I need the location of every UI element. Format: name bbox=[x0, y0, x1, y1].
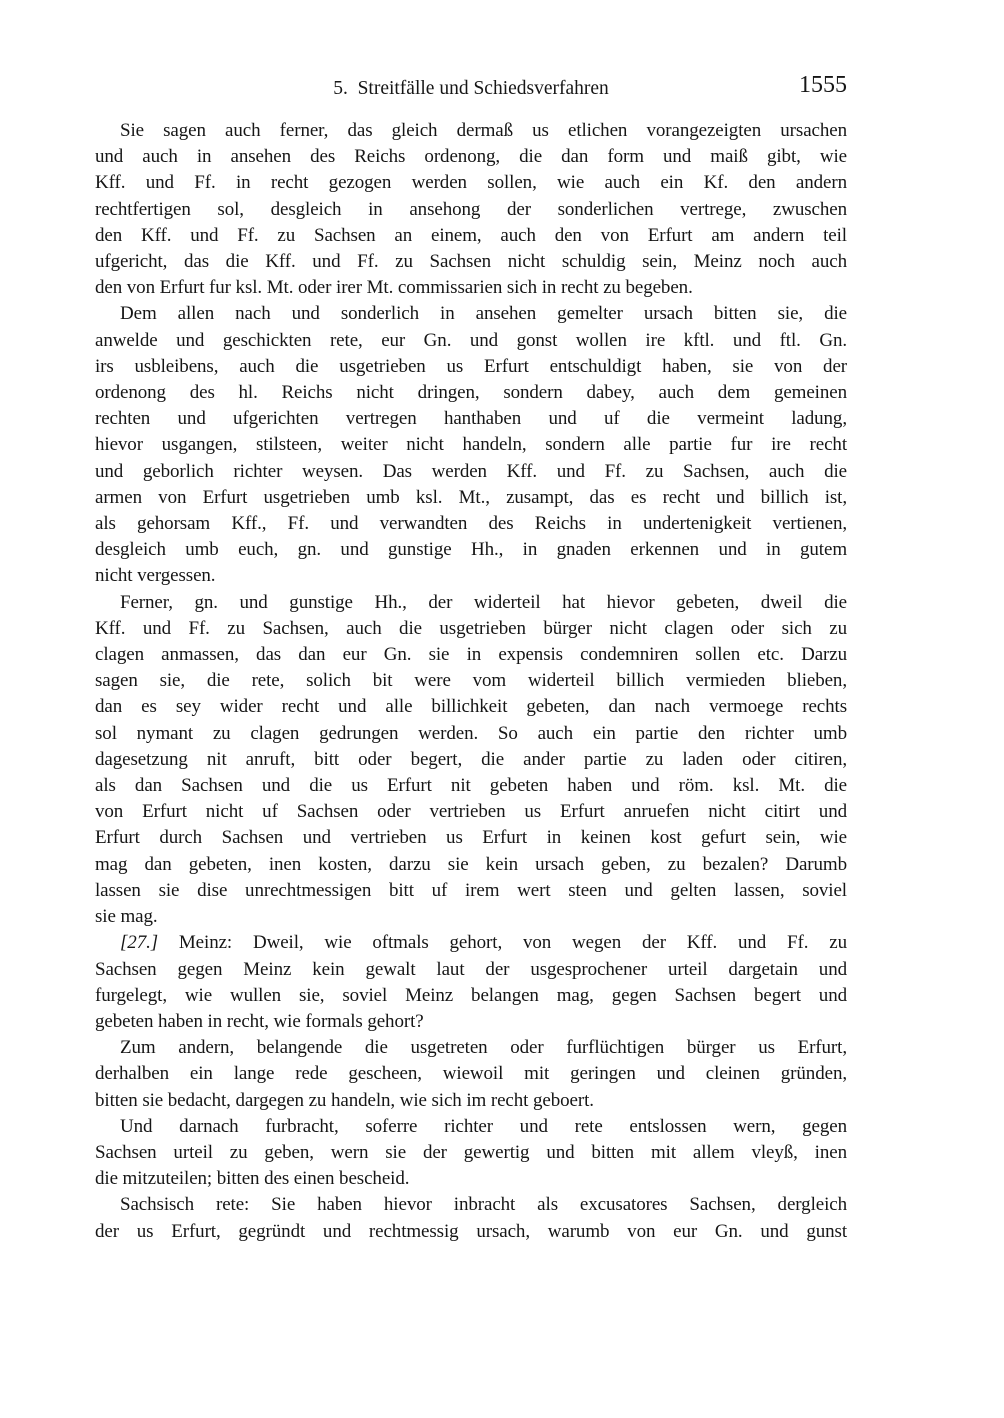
text-line: clagen anmassen, das dan eur Gn. sie in expensis condemniren sollen etc. Darzu bbox=[95, 644, 847, 666]
text-line: Kff. und Ff. in recht gezogen werden sollen, wie auch ein Kf. den andern bbox=[95, 172, 847, 194]
text-line: Sachsisch rete: Sie haben hievor inbracht als excusatores Sachsen, dergleich bbox=[120, 1194, 847, 1216]
text-line: mag dan gebeten, inen kosten, darzu sie kein ursach geben, zu bezalen? Darumb bbox=[95, 853, 847, 875]
text-line: derhalben ein lange rede gescheen, wiewoil mit geringen und cleinen gründen, bbox=[95, 1063, 847, 1085]
text-line: gebeten haben in recht, wie formals gehort? bbox=[95, 1010, 424, 1032]
paragraph bbox=[95, 930, 847, 1035]
text-line: ordenong des hl. Reichs nicht dringen, sondern dabey, auch dem gemeinen bbox=[95, 382, 847, 404]
text-line: nicht vergessen. bbox=[95, 565, 216, 587]
text-block bbox=[95, 118, 847, 1245]
text-line: Ferner, gn. und gunstige Hh., der widerteil hat hievor gebeten, dweil die bbox=[120, 591, 847, 613]
text-line: den von Erfurt fur ksl. Mt. oder irer Mt. commissarien sich in recht zu begeben. bbox=[95, 277, 693, 299]
text-line: armen von Erfurt usgetrieben umb ksl. Mt., zusampt, das es recht und billich ist, bbox=[95, 486, 847, 508]
section-title: 5. Streitfälle und Schiedsverfahren bbox=[333, 78, 609, 99]
paragraph bbox=[95, 1192, 847, 1244]
text-line: Dem allen nach und sonderlich in ansehen gemelter ursach bitten sie, die bbox=[120, 303, 847, 325]
text-line: desgleich umb euch, gn. und gunstige Hh., in gnaden erkennen und in gutem bbox=[95, 539, 847, 561]
text-line: sie mag. bbox=[95, 906, 158, 928]
text-line: und auch in ansehen des Reichs ordenong, die dan form und maiß gibt, wie bbox=[95, 146, 847, 168]
text-line: dagesetzung nit anruft, bitt oder begert, die ander partie zu laden oder citiren, bbox=[95, 748, 847, 770]
paragraph bbox=[95, 1114, 847, 1193]
text-line: bitten sie bedacht, dargegen zu handeln, wie sich im recht geboert. bbox=[95, 1089, 594, 1111]
text-line: als dan Sachsen und die us Erfurt nit gebeten haben und röm. ksl. Mt. die bbox=[95, 775, 847, 797]
text-line: den Kff. und Ff. zu Sachsen an einem, auch den von Erfurt am andern teil bbox=[95, 224, 847, 246]
text-line: von Erfurt nicht uf Sachsen oder vertrieben us Erfurt anruefen nicht citirt und bbox=[95, 801, 847, 823]
text-line: irs usbleibens, auch die usgetrieben us Erfurt entschuldigt haben, sie von der bbox=[95, 355, 847, 377]
paragraph bbox=[95, 590, 847, 931]
text-line: hievor usgangen, stilsteen, weiter nicht handeln, sondern alle partie fur ire recht bbox=[95, 434, 847, 456]
text-line: Kff. und Ff. zu Sachsen, auch die usgetrieben bürger nicht clagen oder sich zu bbox=[95, 617, 847, 639]
paragraph-marker: [27.] bbox=[120, 932, 179, 954]
text-line: der us Erfurt, gegründt und rechtmessig ursach, warumb von eur Gn. und gunst bbox=[95, 1220, 847, 1242]
paragraph bbox=[95, 1035, 847, 1114]
text-line: ufgericht, das die Kff. und Ff. zu Sachsen nicht schuldig sein, Meinz noch auch bbox=[95, 251, 847, 273]
text-line: dan es sey wider recht und alle billichkeit gebeten, dan nach vermoege rechts bbox=[95, 696, 847, 718]
page-number: 1555 bbox=[799, 72, 847, 98]
text-line: furgelegt, wie wullen sie, soviel Meinz belangen mag, gegen Sachsen begert und bbox=[95, 984, 847, 1006]
text-line: [27.] Meinz: Dweil, wie oftmals gehort, von wegen der Kff. und Ff. zu bbox=[120, 932, 847, 954]
text-line: und geborlich richter weysen. Das werden Kff. und Ff. zu Sachsen, auch die bbox=[95, 460, 847, 482]
text-line: Zum andern, belangende die usgetreten oder furflüchtigen bürger us Erfurt, bbox=[120, 1037, 847, 1059]
text-line: die mitzuteilen; bitten des einen bescheid. bbox=[95, 1168, 410, 1190]
text-line: Sachsen urteil zu geben, wern sie der gewertig und bitten mit allem vleyß, inen bbox=[95, 1141, 847, 1163]
text-line: sol nymant zu clagen gedrungen werden. So auch ein partie den richter umb bbox=[95, 722, 847, 744]
paragraph bbox=[95, 118, 847, 301]
text-line: rechtfertigen sol, desgleich in ansehong der sonderlichen vertrege, zwuschen bbox=[95, 198, 847, 220]
text-line: Und darnach furbracht, soferre richter und rete entslossen wern, gegen bbox=[120, 1115, 847, 1137]
text-line: als gehorsam Kff., Ff. und verwandten des Reichs in undertenigkeit vertienen, bbox=[95, 513, 847, 535]
text-line: Erfurt durch Sachsen und vertrieben us Erfurt in keinen kost gefurt sein, wie bbox=[95, 827, 847, 849]
paragraph bbox=[95, 301, 847, 589]
text-line: Sie sagen auch ferner, das gleich dermaß us etlichen vorangezeigten ursachen bbox=[120, 120, 847, 141]
text-line: lassen sie dise unrechtmessigen bitt uf irem wert steen und gelten lassen, soviel bbox=[95, 879, 847, 901]
running-header bbox=[95, 72, 847, 102]
text-line: Sachsen gegen Meinz kein gewalt laut der usgesprochener urteil dargetain und bbox=[95, 958, 847, 980]
text-line: sagen sie, die rete, solich bit were vom widerteil billich vermieden blieben, bbox=[95, 670, 847, 692]
text-line: anwelde und geschickten rete, eur Gn. und gonst wollen ire kftl. und ftl. Gn. bbox=[95, 329, 847, 351]
text-line: rechten und ufgerichten vertregen hanthaben und uf die vermeint ladung, bbox=[95, 408, 847, 430]
